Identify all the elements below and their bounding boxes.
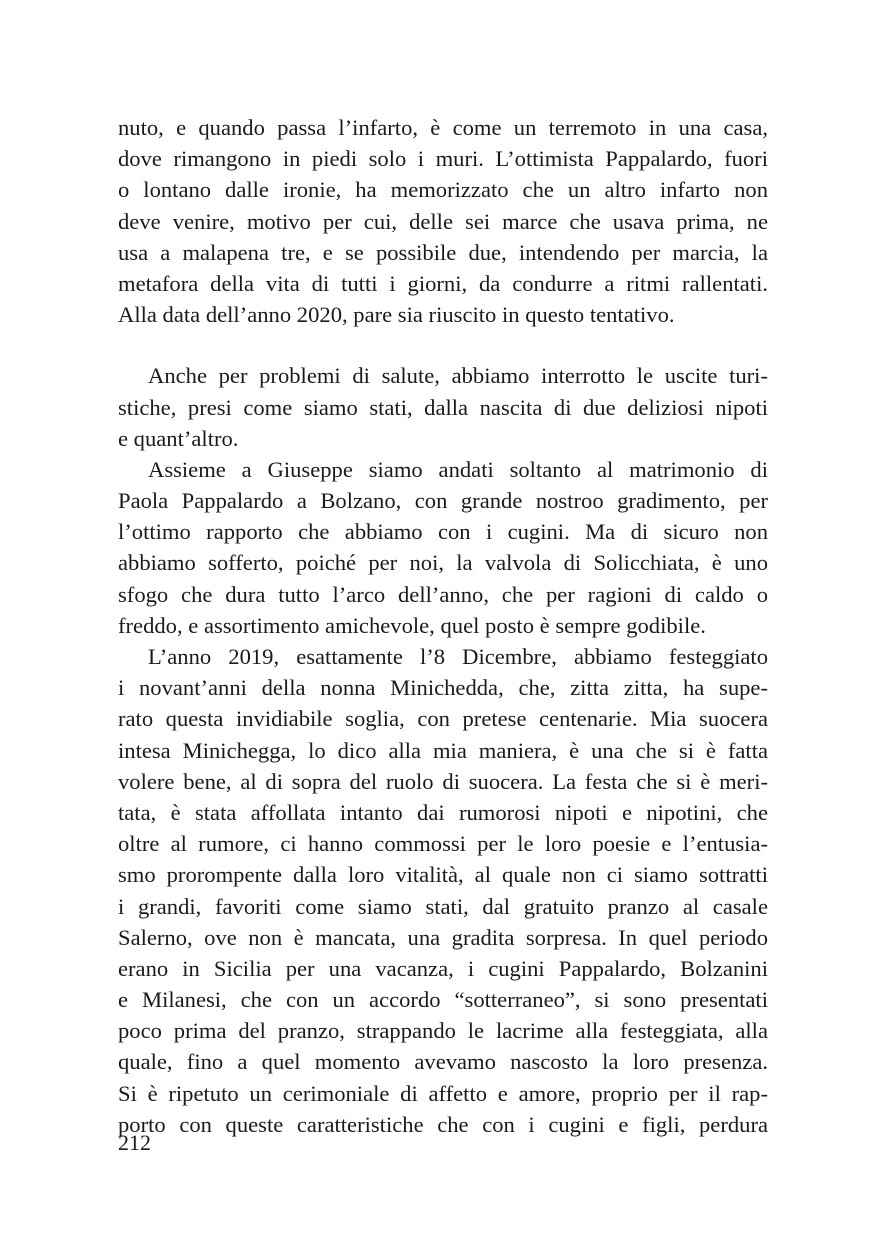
text-line: Paola Pappalardo a Bolzano, con grande nostroo gradimento, per	[118, 488, 768, 514]
text-line: i novant’anni della nonna Minichedda, che, zitta zitta, ha supe-	[118, 675, 768, 701]
text-line: o lontano dalle ironie, ha memorizzato che un altro infarto non	[118, 177, 768, 203]
text-line: poco prima del pranzo, strappando le lacrime alla festeggiata, alla	[118, 1018, 768, 1044]
text-line: sfogo che dura tutto l’arco dell’anno, che per ragioni di caldo o	[118, 581, 768, 607]
text-line: Assieme a Giuseppe siamo andati soltanto al matrimonio di	[148, 456, 768, 482]
text-line: usa a malapena tre, e se possibile due, intendendo per marcia, la	[118, 239, 768, 265]
text-line: Si è ripetuto un cerimoniale di affetto e amore, proprio per il rap-	[118, 1080, 768, 1106]
text-line: Salerno, ove non è mancata, una gradita sorpresa. In quel periodo	[118, 924, 768, 950]
paragraph-3	[118, 454, 768, 641]
paragraph-4	[118, 641, 768, 1140]
text-line: nuto, e quando passa l’infarto, è come un terremoto in una casa,	[118, 115, 768, 140]
text-line: deve venire, motivo per cui, delle sei marce che usava prima, ne	[118, 208, 768, 234]
page-number: 212	[118, 1130, 151, 1155]
paragraph-2	[118, 360, 768, 454]
text-line: i grandi, favoriti come siamo stati, dal gratuito pranzo al casale	[118, 893, 768, 919]
page-body	[118, 112, 768, 1140]
text-line: metafora della vita di tutti i giorni, da condurre a ritmi rallentati.	[118, 270, 768, 296]
text-line: e Milanesi, che con un accordo “sotterraneo”, si sono presentati	[118, 987, 768, 1013]
text-line: intesa Minichegga, lo dico alla mia maniera, è una che si è fatta	[118, 737, 768, 763]
text-line: erano in Sicilia per una vacanza, i cugini Pappalardo, Bolzanini	[118, 955, 768, 981]
text-line: dove rimangono in piedi solo i muri. L’ottimista Pappalardo, fuori	[118, 146, 768, 172]
text-line: quale, fino a quel momento avevamo nascosto la loro presenza.	[118, 1049, 768, 1075]
paragraph-spacer	[118, 330, 768, 360]
paragraph-1	[118, 112, 768, 330]
text-line: L’anno 2019, esattamente l’8 Dicembre, abbiamo festeggiato	[148, 644, 768, 669]
text-line: volere bene, al di sopra del ruolo di suocera. La festa che si è meri-	[118, 768, 768, 794]
text-line: e quant’altro.	[118, 425, 239, 451]
text-line: stiche, presi come siamo stati, dalla nascita di due deliziosi nipoti	[118, 394, 768, 420]
text-line: Alla data dell’anno 2020, pare sia riuscito in questo tentativo.	[118, 302, 675, 328]
text-line: tata, è stata affollata intanto dai rumorosi nipoti e nipotini, che	[118, 799, 768, 825]
text-line: freddo, e assortimento amichevole, quel posto è sempre godibile.	[118, 612, 706, 638]
text-line: abbiamo sofferto, poiché per noi, la valvola di Solicchiata, è uno	[118, 550, 768, 576]
text-line: l’ottimo rapporto che abbiamo con i cugini. Ma di sicuro non	[118, 519, 768, 545]
text-line: rato questa invidiabile soglia, con pretese centenarie. Mia suocera	[118, 706, 768, 732]
text-line: Anche per problemi di salute, abbiamo interrotto le uscite turi-	[148, 363, 768, 389]
text-line: smo prorompente dalla loro vitalità, al quale non ci siamo sottratti	[118, 862, 768, 888]
text-line: porto con queste caratteristiche che con i cugini e figli, perdura	[118, 1111, 768, 1137]
text-line: oltre al rumore, ci hanno commossi per le loro poesie e l’entusia-	[118, 831, 768, 857]
